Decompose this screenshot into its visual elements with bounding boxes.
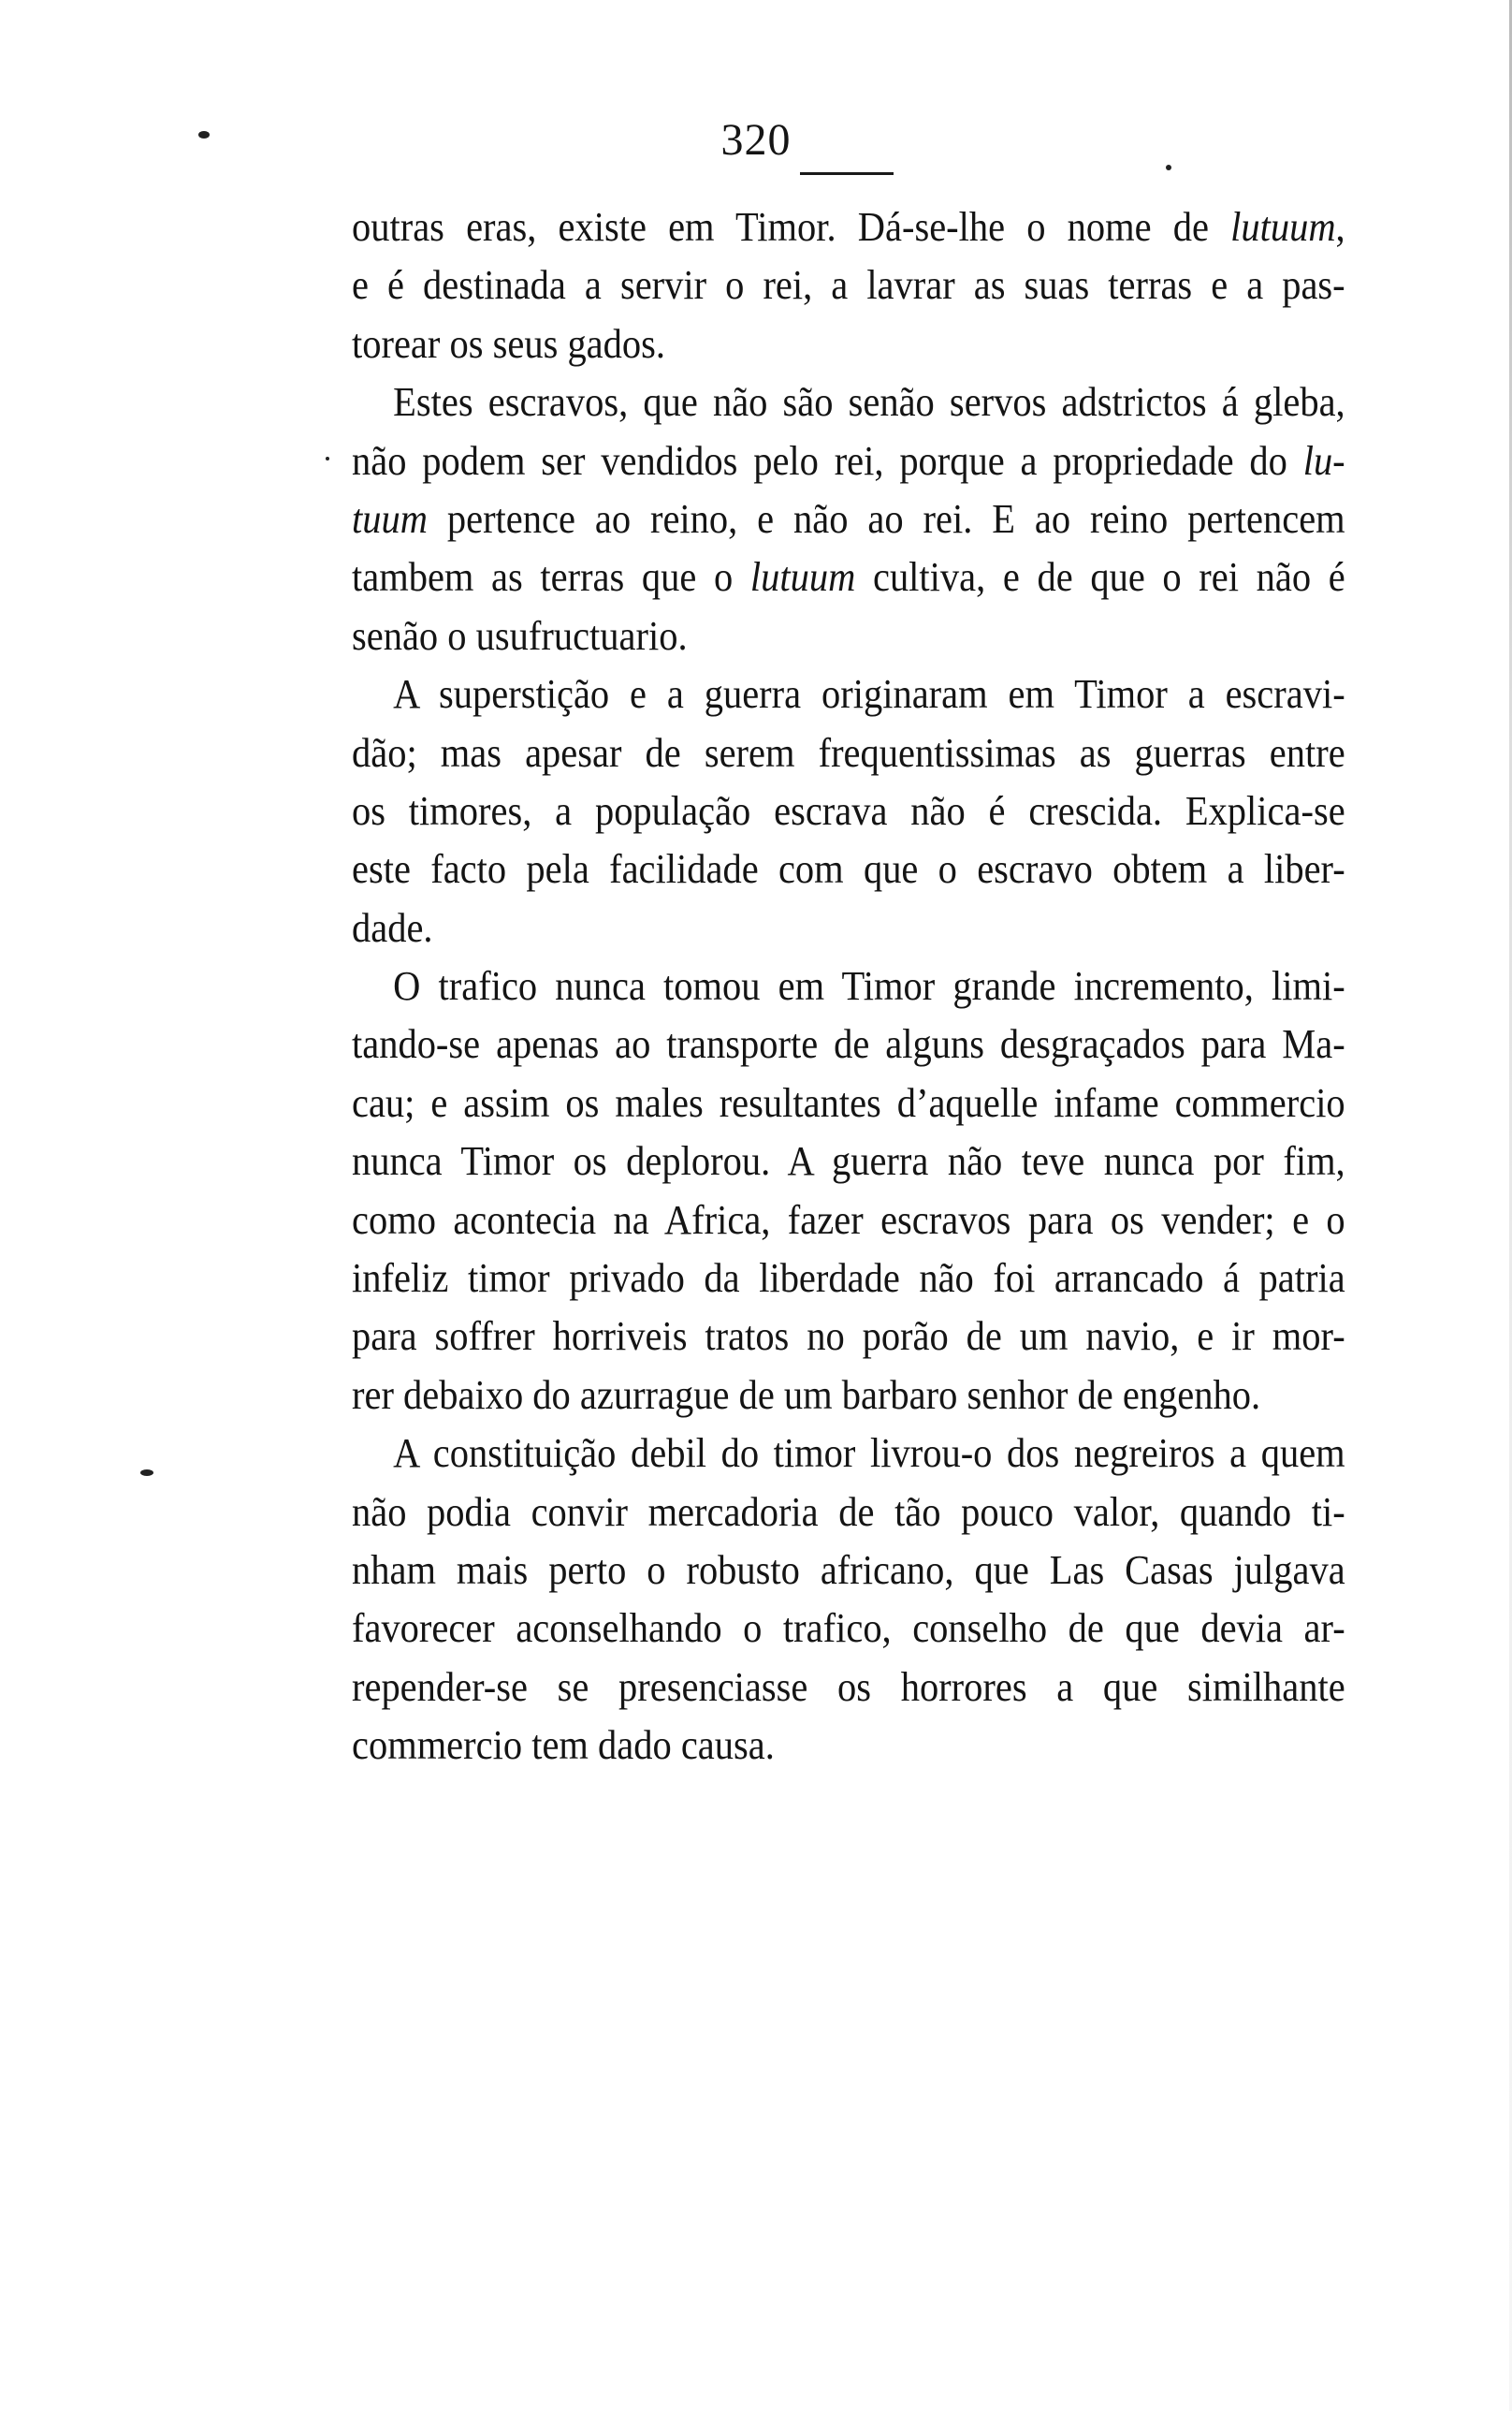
ink-speck [140,1469,153,1476]
text-segment: nham mais perto o robusto africano, que Las Casas julgava [352,1546,1345,1593]
text-segment: rer debaixo do azurrague de um barbaro senhor de engenho. [352,1371,1261,1418]
text-line [352,840,1345,899]
text-line [352,1483,1345,1542]
text-line [352,957,1345,1016]
text-line [352,724,1345,782]
text-line [352,1366,1345,1425]
text-line [352,1600,1345,1658]
text-segment: commercio tem dado causa. [352,1722,775,1769]
text-segment: cultiva, e de que o rei não é [855,554,1345,601]
text-line [352,1191,1345,1249]
text-segment: nunca Timor os deplorou. A guerra não teve nunca por fim, [352,1138,1345,1185]
italic-term: tuum [352,495,428,542]
text-segment: pertence ao reino, e não ao rei. E ao reino pertencem [427,495,1345,542]
text-segment: não podem ser vendidos pelo rei, porque a propriedade do [352,437,1303,484]
italic-term: lu- [1302,437,1345,484]
text-segment: outras eras, existe em Timor. Dá-se-lhe o nome de [352,204,1231,250]
text-segment: A constituição debil do timor livrou-o dos negreiros a quem [393,1430,1345,1477]
text-line [352,1425,1345,1483]
text-segment: os timores, a população escrava não é crescida. Explica-se [352,787,1345,834]
text-segment: e é destinada a servir o rei, a lavrar as suas terras e a pas- [352,262,1345,309]
text-segment: infeliz timor privado da liberdade não foi arrancado á patria [352,1255,1345,1302]
italic-term: lutuum [1230,204,1336,250]
text-segment: O trafico nunca tomou em Timor grande incremento, limi- [393,963,1345,1010]
text-line [352,1717,1345,1775]
text-segment: este facto pela facilidade com que o escravo obtem a liber- [352,846,1345,893]
text-line [352,1016,1345,1074]
page-number-rule [800,172,894,175]
text-segment: tando-se apenas ao transporte de alguns desgraçados para Ma- [352,1021,1345,1068]
text-segment: cau; e assim os males resultantes d’aquelle infame commercio [352,1079,1345,1126]
text-line [352,490,1345,548]
text-line [352,1308,1345,1366]
text-line [352,1249,1345,1308]
text-segment: senão o usufructuario. [352,612,688,659]
text-segment: Estes escravos, que não são senão servos adstrictos á gleba, [393,379,1345,426]
text-line [352,782,1345,840]
text-segment: , [1335,204,1345,250]
page-number: 320 [720,115,792,165]
text-line [352,1132,1345,1191]
body-text [352,198,1345,1775]
italic-term: lutuum [749,554,856,601]
text-segment: A superstição e a guerra originaram em Timor a escravi- [393,671,1345,718]
text-line [352,665,1345,723]
text-segment: para soffrer horriveis tratos no porão de um navio, e ir mor- [352,1313,1345,1360]
text-line [352,1542,1345,1600]
text-line [352,607,1345,665]
ink-speck [326,457,329,460]
text-line [352,432,1345,490]
text-segment: tambem as terras que o [352,554,750,601]
text-line [352,256,1345,314]
text-segment: torear os seus gados. [352,320,666,367]
text-line [352,373,1345,431]
text-segment: não podia convir mercadoria de tão pouco valor, quando ti- [352,1488,1345,1535]
text-segment: dão; mas apesar de serem frequentissimas as guerras entre [352,729,1345,776]
text-line [352,899,1345,957]
ink-speck [1166,165,1171,170]
text-line [352,315,1345,373]
text-line [352,1074,1345,1132]
text-line [352,1658,1345,1717]
text-line [352,548,1345,606]
ink-speck [198,131,210,139]
text-line [352,198,1345,256]
text-segment: dade. [352,904,433,951]
text-segment: repender-se se presenciasse os horrores a que similhante [352,1663,1345,1710]
text-segment: como acontecia na Africa, fazer escravos para os vender; e o [352,1196,1345,1243]
text-segment: favorecer aconselhando o trafico, conselho de que devia ar- [352,1605,1345,1652]
